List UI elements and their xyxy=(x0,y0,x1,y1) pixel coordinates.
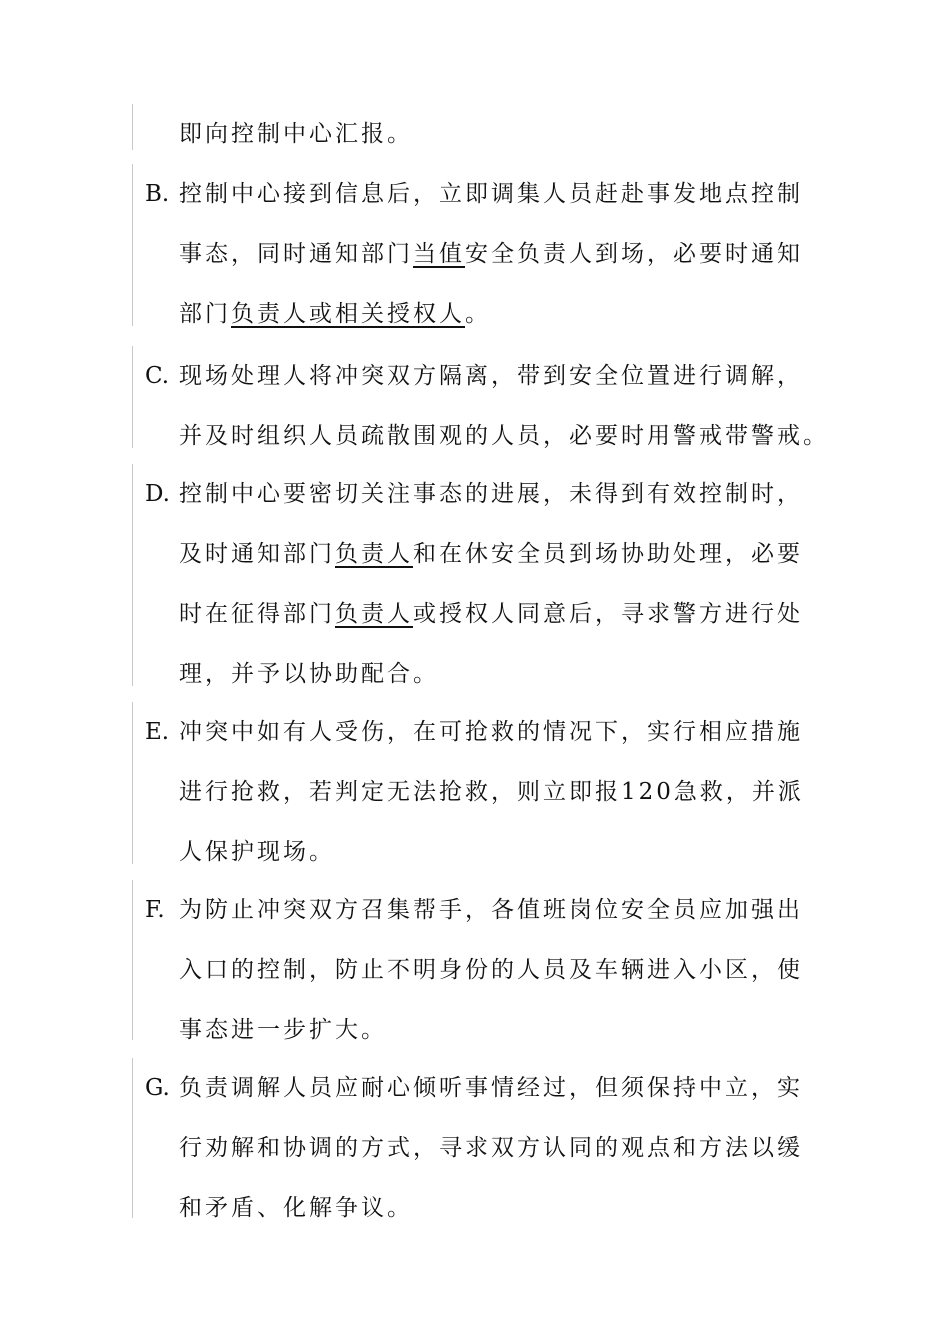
text-segment: 行劝解和协调的方式，寻求双方认同的观点和方法以缓 xyxy=(179,1135,803,1161)
underlined-term: 负责人 xyxy=(335,541,413,567)
text-segment: 事态进一步扩大。 xyxy=(179,1017,387,1043)
underlined-term: 负责人或相关授权人 xyxy=(231,301,465,327)
text-segment: 安全负责人到场，必要时通知 xyxy=(465,241,803,267)
item-text xyxy=(133,464,833,704)
text-segment: 时在征得部门 xyxy=(179,601,335,627)
list-item-g xyxy=(132,1058,833,1221)
item-text xyxy=(133,164,833,344)
item-marker: D. xyxy=(145,481,170,507)
text-segment: 和矛盾、化解争议。 xyxy=(179,1195,413,1221)
list-item-b xyxy=(132,164,833,326)
text-line xyxy=(179,644,833,704)
text-segment: 理，并予以协助配合。 xyxy=(179,661,439,687)
list-item-f xyxy=(132,880,833,1043)
text-segment: 进行抢救，若判定无法抢救，则立即报120急救，并派 xyxy=(179,779,804,805)
text-line xyxy=(179,464,833,524)
item-text xyxy=(133,104,833,164)
text-line xyxy=(179,406,833,466)
item-marker: G. xyxy=(145,1075,170,1101)
text-segment: 或授权人同意后，寻求警方进行处 xyxy=(413,601,803,627)
list-item-e xyxy=(132,702,833,864)
text-segment: 和在休安全员到场协助处理，必要 xyxy=(413,541,803,567)
text-segment: 入口的控制，防止不明身份的人员及车辆进入小区，使 xyxy=(179,957,803,983)
text-line xyxy=(179,762,833,822)
text-segment: 控制中心接到信息后，立即调集人员赶赴事发地点控制 xyxy=(179,181,803,207)
text-segment: 冲突中如有人受伤，在可抢救的情况下，实行相应措施 xyxy=(179,719,803,745)
text-segment: 即向控制中心汇报。 xyxy=(179,121,413,147)
item-text xyxy=(133,880,833,1060)
text-line xyxy=(179,524,833,584)
item-marker: B. xyxy=(145,181,170,207)
item-text xyxy=(133,1058,833,1238)
text-line xyxy=(179,1118,833,1178)
text-line xyxy=(179,284,833,344)
text-line xyxy=(179,346,833,406)
item-marker: C. xyxy=(145,363,170,389)
text-segment: 人保护现场。 xyxy=(179,839,335,865)
text-line xyxy=(179,584,833,644)
item-text xyxy=(133,702,833,882)
underlined-term: 负责人 xyxy=(335,601,413,627)
text-line xyxy=(179,224,833,284)
text-line xyxy=(179,104,833,164)
text-line xyxy=(179,164,833,224)
item-marker: F. xyxy=(145,897,165,923)
text-line xyxy=(179,1000,833,1060)
text-segment: 现场处理人将冲突双方隔离，带到安全位置进行调解， xyxy=(179,363,803,389)
text-segment: 及时通知部门 xyxy=(179,541,335,567)
text-segment: 事态，同时通知部门 xyxy=(179,241,413,267)
text-line xyxy=(179,940,833,1000)
text-segment: 部门 xyxy=(179,301,231,327)
text-line xyxy=(179,880,833,940)
text-segment: 控制中心要密切关注事态的进展，未得到有效控制时， xyxy=(179,481,803,507)
underlined-term: 当值 xyxy=(413,241,465,267)
text-segment: 为防止冲突双方召集帮手，各值班岗位安全员应加强出 xyxy=(179,897,803,923)
text-line xyxy=(179,822,833,882)
text-segment: 负责调解人员应耐心倾听事情经过，但须保持中立，实 xyxy=(179,1075,803,1101)
text-line xyxy=(179,1178,833,1238)
list-item-d xyxy=(132,464,833,686)
item-text xyxy=(133,346,833,466)
text-segment: 。 xyxy=(465,301,491,327)
text-segment: 并及时组织人员疏散围观的人员，必要时用警戒带警戒。 xyxy=(179,423,829,449)
paragraph-continuation xyxy=(132,104,833,150)
item-marker: E. xyxy=(145,719,170,745)
list-item-c xyxy=(132,346,833,448)
text-line xyxy=(179,702,833,762)
text-line xyxy=(179,1058,833,1118)
